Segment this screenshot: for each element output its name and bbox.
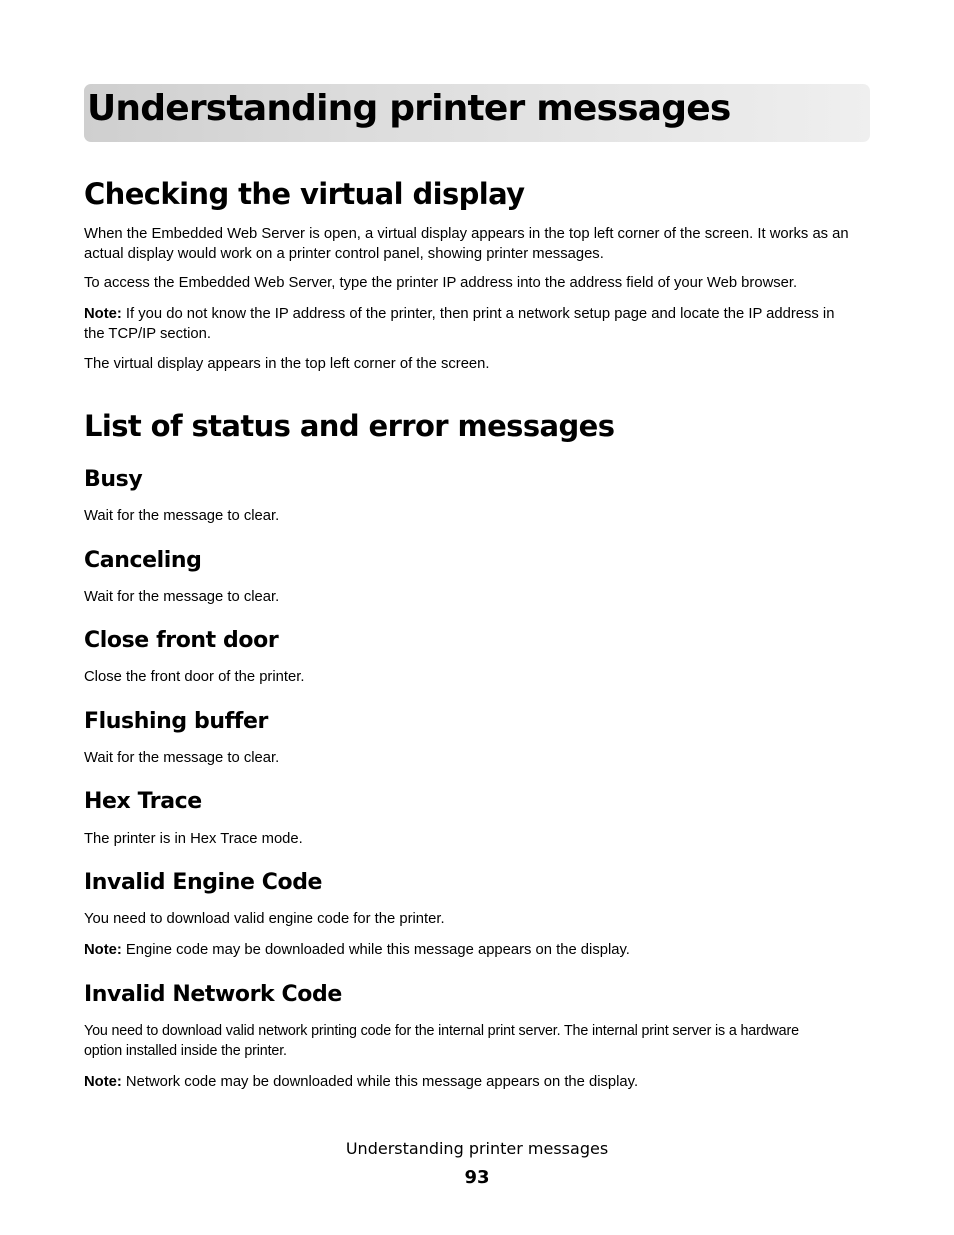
network-code-line-1: You need to download valid network printing code for the internal print server. The internal print server is a hardware <box>84 1023 799 1039</box>
message-text-hex-trace: The printer is in Hex Trace mode. <box>84 831 303 847</box>
note-line-2: the TCP/IP section. <box>84 326 211 342</box>
message-title-invalid-engine-code: Invalid Engine Code <box>84 870 323 895</box>
message-title-flushing-buffer: Flushing buffer <box>84 709 268 734</box>
note-label: Note: <box>84 306 122 322</box>
message-title-busy: Busy <box>84 467 143 492</box>
page-number: 93 <box>464 1167 490 1188</box>
message-text-busy: Wait for the message to clear. <box>84 508 280 524</box>
message-text-invalid-network-code <box>84 1021 872 1061</box>
note-text: Engine code may be downloaded while this message appears on the display. <box>121 942 630 958</box>
message-text-invalid-engine-code: You need to download valid engine code for the printer. <box>84 911 445 927</box>
note-line-1: If you do not know the IP address of the printer, then print a network setup page and locate the IP address in <box>121 306 835 322</box>
network-code-note <box>84 1072 872 1092</box>
intro-line-2: actual display would work on a printer control panel, showing printer messages. <box>84 246 604 262</box>
intro-line-1: When the Embedded Web Server is open, a virtual display appears in the top left corner of the screen. It works as an <box>84 226 849 242</box>
page-title: Understanding printer messages <box>87 88 731 129</box>
message-title-invalid-network-code: Invalid Network Code <box>84 982 342 1007</box>
virtual-display-location: The virtual display appears in the top left corner of the screen. <box>84 356 490 372</box>
section-heading-status-messages: List of status and error messages <box>84 409 615 443</box>
engine-code-note <box>84 940 872 960</box>
network-code-line-2: option installed inside the printer. <box>84 1043 287 1059</box>
ews-access-paragraph: To access the Embedded Web Server, type the printer IP address into the address field of your Web browser. <box>84 275 798 291</box>
footer-chapter-title: Understanding printer messages <box>345 1139 609 1158</box>
ip-address-note <box>84 304 872 344</box>
message-text-canceling: Wait for the message to clear. <box>84 589 280 605</box>
message-title-canceling: Canceling <box>84 548 202 573</box>
message-text-close-front-door: Close the front door of the printer. <box>84 669 305 685</box>
note-text: Network code may be downloaded while this message appears on the display. <box>121 1074 639 1090</box>
virtual-display-intro <box>84 224 872 264</box>
message-text-flushing-buffer: Wait for the message to clear. <box>84 750 280 766</box>
section-heading-virtual-display: Checking the virtual display <box>84 177 525 211</box>
chapter-title-banner <box>84 84 870 142</box>
note-label: Note: <box>84 1074 122 1090</box>
note-label: Note: <box>84 942 122 958</box>
message-title-close-front-door: Close front door <box>84 628 279 653</box>
message-title-hex-trace: Hex Trace <box>84 789 202 814</box>
